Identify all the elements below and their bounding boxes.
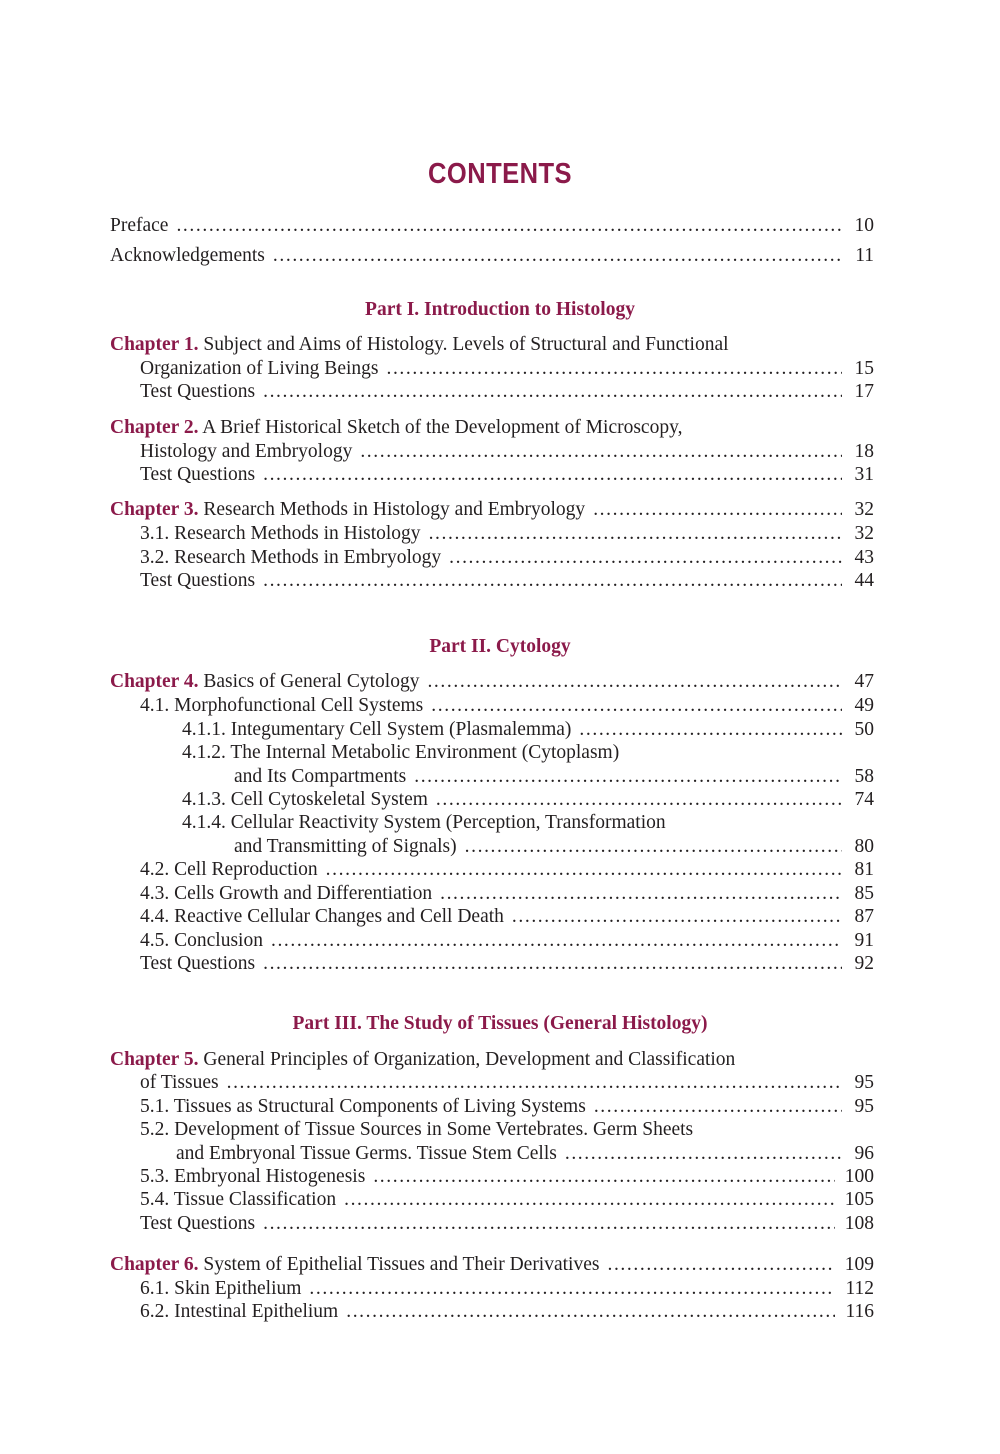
page-number: 43 bbox=[854, 547, 874, 568]
page-number: 50 bbox=[854, 719, 874, 740]
dot-leader bbox=[227, 1071, 842, 1095]
chapter-5-test-questions bbox=[140, 1212, 874, 1236]
dot-leader bbox=[263, 952, 842, 976]
dot-leader bbox=[427, 670, 842, 694]
chapter-6-heading bbox=[110, 1253, 874, 1277]
page-number: 100 bbox=[844, 1166, 874, 1187]
page-number: 31 bbox=[854, 464, 874, 485]
dot-leader bbox=[326, 858, 842, 882]
chapter-title: Research Methods in Histology and Embryology bbox=[198, 499, 586, 520]
section-6-2 bbox=[140, 1300, 874, 1324]
dot-leader bbox=[360, 440, 842, 464]
dot-leader bbox=[593, 498, 842, 522]
entry-text: 4.1.2. The Internal Metabolic Environment (Cytoplasm) bbox=[182, 742, 620, 763]
entry-text: Test Questions bbox=[140, 953, 256, 974]
entry-text: 4.1.4. Cellular Reactivity System (Perception, Transformation bbox=[182, 812, 666, 833]
dot-leader bbox=[449, 546, 842, 570]
dot-leader bbox=[176, 214, 842, 238]
page-number: 17 bbox=[854, 381, 874, 402]
page-number: 95 bbox=[854, 1072, 874, 1093]
entry-text: Preface bbox=[110, 215, 169, 236]
entry-text: and Its Compartments bbox=[234, 766, 407, 787]
dot-leader bbox=[344, 1188, 835, 1212]
section-4-1-4 bbox=[182, 811, 874, 835]
chapter-title: Basics of General Cytology bbox=[198, 671, 420, 692]
dot-leader bbox=[440, 882, 842, 906]
dot-leader bbox=[579, 718, 842, 742]
entry-text: Organization of Living Beings bbox=[140, 358, 379, 379]
dot-leader bbox=[309, 1277, 835, 1301]
chapter-label: Chapter 1. bbox=[110, 334, 199, 355]
page-number: 105 bbox=[844, 1189, 874, 1210]
dot-leader bbox=[565, 1142, 842, 1166]
chapter-1-test-questions bbox=[140, 380, 874, 404]
page-number: 74 bbox=[854, 789, 874, 810]
entry-text: 4.4. Reactive Cellular Changes and Cell Death bbox=[140, 906, 504, 927]
part-heading-1: Part I. Introduction to Histology bbox=[365, 299, 635, 320]
page-number: 92 bbox=[854, 953, 874, 974]
dot-leader bbox=[263, 1212, 835, 1236]
page-number: 81 bbox=[854, 859, 874, 880]
page-number: 44 bbox=[854, 570, 874, 591]
entry-text: and Transmitting of Signals) bbox=[234, 836, 457, 857]
dot-leader bbox=[436, 788, 842, 812]
dot-leader bbox=[373, 1165, 834, 1189]
chapter-label: Chapter 3. bbox=[110, 499, 199, 520]
section-4-1-3 bbox=[182, 788, 874, 812]
entry-text: and Embryonal Tissue Germs. Tissue Stem Cells bbox=[176, 1143, 557, 1164]
entry-text: of Tissues bbox=[140, 1072, 219, 1093]
chapter-label: Chapter 5. bbox=[110, 1049, 199, 1070]
section-4-3 bbox=[140, 882, 874, 906]
page-title: CONTENTS bbox=[428, 158, 572, 190]
dot-leader bbox=[346, 1300, 835, 1324]
page-number: 96 bbox=[854, 1143, 874, 1164]
section-5-2 bbox=[140, 1118, 874, 1142]
part-heading-3: Part III. The Study of Tissues (General Histology) bbox=[292, 1013, 708, 1034]
entry-text: 5.3. Embryonal Histogenesis bbox=[140, 1166, 366, 1187]
chapter-title: System of Epithelial Tissues and Their Derivatives bbox=[198, 1254, 600, 1275]
page-number: 109 bbox=[844, 1254, 874, 1275]
section-5-3 bbox=[140, 1165, 874, 1189]
section-5-2-cont bbox=[176, 1142, 874, 1166]
dot-leader bbox=[431, 694, 842, 718]
page-number: 116 bbox=[845, 1301, 874, 1322]
section-5-1 bbox=[140, 1095, 874, 1119]
section-4-4 bbox=[140, 905, 874, 929]
page-number: 11 bbox=[855, 245, 874, 266]
entry-text: Test Questions bbox=[140, 464, 256, 485]
dot-leader bbox=[512, 905, 842, 929]
page-number: 87 bbox=[854, 906, 874, 927]
page-number: 15 bbox=[854, 358, 874, 379]
entry-text: 6.2. Intestinal Epithelium bbox=[140, 1301, 339, 1322]
part-heading-2: Part II. Cytology bbox=[429, 636, 571, 657]
section-4-2 bbox=[140, 858, 874, 882]
dot-leader bbox=[263, 463, 842, 487]
section-6-1 bbox=[140, 1277, 874, 1301]
chapter-label: Chapter 4. bbox=[110, 671, 199, 692]
page-number: 58 bbox=[854, 766, 874, 787]
entry-text: Test Questions bbox=[140, 381, 256, 402]
chapter-4-heading bbox=[110, 670, 874, 694]
section-4-5 bbox=[140, 929, 874, 953]
chapter-title: A Brief Historical Sketch of the Development of Microscopy, bbox=[198, 417, 683, 438]
entry-text: 3.2. Research Methods in Embryology bbox=[140, 547, 442, 568]
chapter-2-title-cont bbox=[140, 440, 874, 464]
dot-leader bbox=[263, 380, 842, 404]
dot-leader bbox=[273, 244, 842, 268]
entry-text: 4.5. Conclusion bbox=[140, 930, 263, 951]
entry-text: Acknowledgements bbox=[110, 245, 265, 266]
entry-text: 4.2. Cell Reproduction bbox=[140, 859, 318, 880]
chapter-1-heading bbox=[110, 333, 874, 357]
page-number: 10 bbox=[854, 215, 874, 236]
page-number: 32 bbox=[854, 499, 874, 520]
page-number: 112 bbox=[845, 1278, 874, 1299]
entry-text: 4.1. Morphofunctional Cell Systems bbox=[140, 695, 424, 716]
dot-leader bbox=[594, 1095, 842, 1119]
section-4-1-2-cont bbox=[234, 765, 874, 789]
page-number: 85 bbox=[854, 883, 874, 904]
section-3-2 bbox=[140, 546, 874, 570]
dot-leader bbox=[607, 1253, 834, 1277]
entry-text: Test Questions bbox=[140, 1213, 256, 1234]
section-5-4 bbox=[140, 1188, 874, 1212]
page-number: 95 bbox=[854, 1096, 874, 1117]
entry-text: 3.1. Research Methods in Histology bbox=[140, 523, 421, 544]
section-4-1 bbox=[140, 694, 874, 718]
page-number: 32 bbox=[854, 523, 874, 544]
chapter-title: Subject and Aims of Histology. Levels of Structural and Functional bbox=[198, 334, 729, 355]
dot-leader bbox=[271, 929, 842, 953]
chapter-5-title-cont bbox=[140, 1071, 874, 1095]
dot-leader bbox=[429, 522, 842, 546]
entry-text: Histology and Embryology bbox=[140, 441, 353, 462]
entry-text: 5.1. Tissues as Structural Components of Living Systems bbox=[140, 1096, 586, 1117]
chapter-3-test-questions bbox=[140, 569, 874, 593]
page-number: 49 bbox=[854, 695, 874, 716]
toc-entry-preface bbox=[110, 214, 874, 238]
section-4-1-4-cont bbox=[234, 835, 874, 859]
dot-leader bbox=[386, 357, 842, 381]
entry-text: 4.1.1. Integumentary Cell System (Plasmalemma) bbox=[182, 719, 572, 740]
chapter-2-heading bbox=[110, 416, 874, 440]
chapter-3-heading bbox=[110, 498, 874, 522]
page-number: 80 bbox=[854, 836, 874, 857]
dot-leader bbox=[465, 835, 842, 859]
page-number: 47 bbox=[854, 671, 874, 692]
page-number: 108 bbox=[844, 1213, 874, 1234]
chapter-label: Chapter 6. bbox=[110, 1254, 199, 1275]
chapter-label: Chapter 2. bbox=[110, 417, 199, 438]
entry-text: 6.1. Skin Epithelium bbox=[140, 1278, 302, 1299]
dot-leader bbox=[263, 569, 842, 593]
entry-text: 5.4. Tissue Classification bbox=[140, 1189, 337, 1210]
chapter-2-test-questions bbox=[140, 463, 874, 487]
entry-text: 5.2. Development of Tissue Sources in Some Vertebrates. Germ Sheets bbox=[140, 1119, 694, 1140]
chapter-4-test-questions bbox=[140, 952, 874, 976]
dot-leader bbox=[414, 765, 842, 789]
entry-text: Test Questions bbox=[140, 570, 256, 591]
section-4-1-1 bbox=[182, 718, 874, 742]
chapter-5-heading bbox=[110, 1048, 874, 1072]
entry-text: 4.3. Cells Growth and Differentiation bbox=[140, 883, 433, 904]
toc-entry-acknowledgements bbox=[110, 244, 874, 268]
page-number: 91 bbox=[854, 930, 874, 951]
chapter-1-title-cont bbox=[140, 357, 874, 381]
page-number: 18 bbox=[854, 441, 874, 462]
entry-text: 4.1.3. Cell Cytoskeletal System bbox=[182, 789, 428, 810]
chapter-title: General Principles of Organization, Development and Classification bbox=[198, 1049, 736, 1070]
section-3-1 bbox=[140, 522, 874, 546]
section-4-1-2 bbox=[182, 741, 874, 765]
